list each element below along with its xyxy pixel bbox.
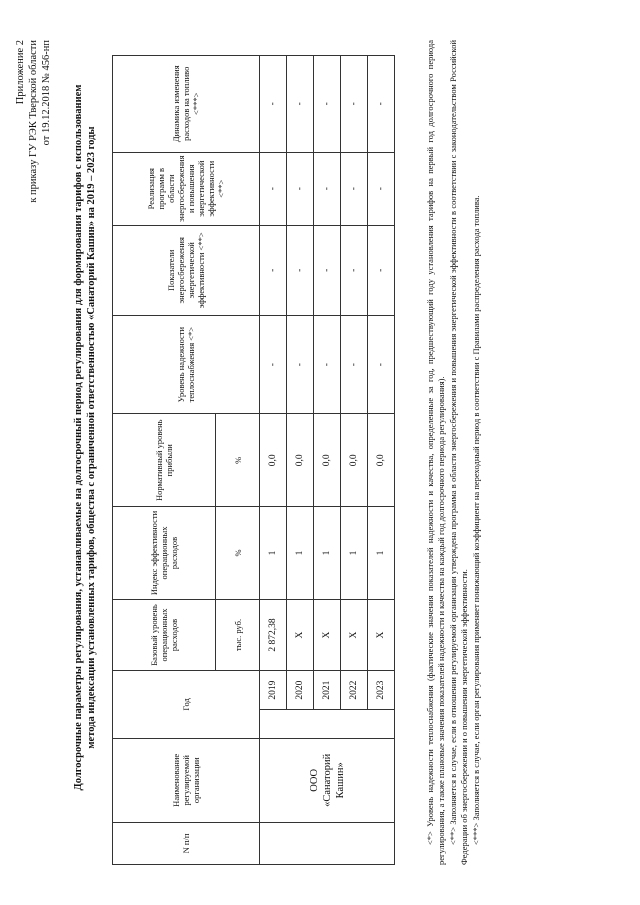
- index-cell: 1: [368, 507, 395, 600]
- profit-cell: 0,0: [341, 414, 368, 507]
- base-cell: X: [341, 599, 368, 670]
- program-cell: -: [314, 152, 341, 225]
- annex-reference: [14, 40, 53, 203]
- header-reliability: Уровень надежности теплоснабжения <*>: [113, 315, 260, 414]
- title-line-2: метода индексации установленных тарифов, общества с ограниченной ответственностью «Санаторий Кашин» на 2019 – 2023 годы: [86, 126, 97, 749]
- footnote-2: <**> Заполняется в случае, если в отношении регулируемой организации утверждена программа в области энергосбережения и повышения энергетической эффективности в соответствии с законодательством Российской Федерации об энергосбережении и о повышении энергетической эффективности.: [448, 40, 469, 865]
- header-profit: Нормативный уровень прибыли: [113, 414, 216, 507]
- header-energy: Показатели энергосбережения энергетической эффективности <**>: [113, 225, 260, 315]
- footnotes: [425, 40, 483, 865]
- year-cell: 2019: [260, 671, 287, 710]
- fuel-cell: -: [368, 56, 395, 153]
- profit-cell: 0,0: [287, 414, 314, 507]
- reliability-cell: -: [368, 315, 395, 414]
- header-base: Базовый уровень операционных расходов: [113, 599, 216, 670]
- header-fuel: Динамика изменения расходов на топливо <***>: [113, 56, 260, 153]
- program-cell: -: [260, 152, 287, 225]
- header-year: Год: [113, 671, 260, 739]
- header-num: N п/п: [113, 822, 260, 864]
- program-cell: -: [368, 152, 395, 225]
- annex-line-2: к приказу ГУ РЭК Тверской области: [28, 40, 39, 203]
- index-cell: 1: [314, 507, 341, 600]
- year-cell: 2023: [368, 671, 395, 710]
- table-row: [260, 56, 287, 865]
- year-cell: 2022: [341, 671, 368, 710]
- fuel-cell: -: [260, 56, 287, 153]
- profit-cell: 0,0: [368, 414, 395, 507]
- annex-line-1: Приложение 2: [15, 40, 26, 105]
- title-line-1: Долгосрочные параметры регулирования, устанавливаемые на долгосрочный период регулирования для формирования тарифов с использованием: [73, 84, 84, 791]
- header-org: Наименование регулируемой организации: [113, 738, 260, 822]
- program-cell: -: [341, 152, 368, 225]
- footnote-3: <***> Заполняется в случае, если орган регулирования применяет понижающий коэффициент на переходный период в соответствии с Правилами распределения расхода топлива.: [471, 195, 481, 845]
- base-cell: 2 872,38: [260, 599, 287, 670]
- program-cell: -: [287, 152, 314, 225]
- spacer-cell: [260, 710, 395, 738]
- unit-profit: %: [216, 414, 260, 507]
- energy-cell: -: [260, 225, 287, 315]
- profit-cell: 0,0: [260, 414, 287, 507]
- reliability-cell: -: [314, 315, 341, 414]
- table-header-row: [113, 56, 216, 865]
- energy-cell: -: [368, 225, 395, 315]
- energy-cell: -: [341, 225, 368, 315]
- fuel-cell: -: [314, 56, 341, 153]
- profit-cell: 0,0: [314, 414, 341, 507]
- index-cell: 1: [287, 507, 314, 600]
- year-cell: 2020: [287, 671, 314, 710]
- parameters-table: [112, 55, 395, 865]
- reliability-cell: -: [341, 315, 368, 414]
- energy-cell: -: [314, 225, 341, 315]
- year-cell: 2021: [314, 671, 341, 710]
- fuel-cell: -: [287, 56, 314, 153]
- reliability-cell: -: [260, 315, 287, 414]
- energy-cell: -: [287, 225, 314, 315]
- base-cell: X: [368, 599, 395, 670]
- annex-line-3: от 19.12.2018 № 456-нп: [41, 40, 52, 146]
- header-program: Реализация программ в области энергосбережения и повышения энергетической эффективности <**>: [113, 152, 260, 225]
- organization-name: ООО «Санаторий Кашин»: [260, 738, 395, 822]
- reliability-cell: -: [287, 315, 314, 414]
- unit-index: %: [216, 507, 260, 600]
- header-index: Индекс эффективности операционных расходов: [113, 507, 216, 600]
- index-cell: 1: [341, 507, 368, 600]
- base-cell: X: [287, 599, 314, 670]
- unit-base: тыс. руб.: [216, 599, 260, 670]
- index-cell: 1: [260, 507, 287, 600]
- footnote-1: <*> Уровень надежности теплоснабжения (фактические значения показателей надежности и качества, определенные за год, предшествующий году установления тарифов на первый год долгосрочного периода регулирования, а также плановые значения показателей надежности и качества на каждый год долгосрочного периода регулирования).: [425, 40, 446, 865]
- fuel-cell: -: [341, 56, 368, 153]
- document-title: [72, 60, 98, 815]
- row-number-cell: [260, 822, 395, 864]
- base-cell: X: [314, 599, 341, 670]
